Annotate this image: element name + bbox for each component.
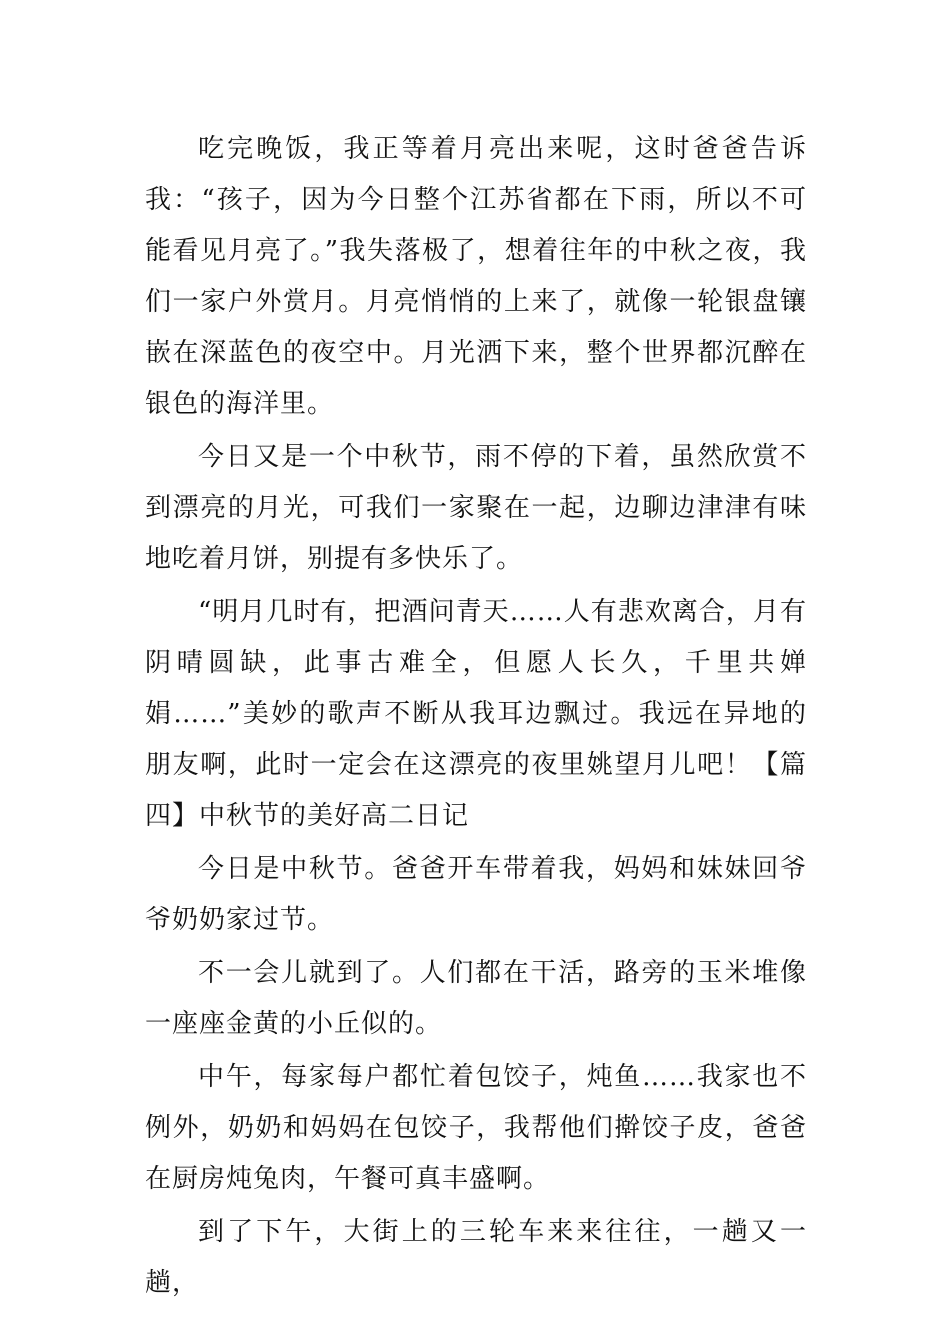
document-body <box>145 124 807 1311</box>
paragraph-7: 到了下午，大街上的三轮车来来往往，一趟又一趟， <box>145 1217 807 1298</box>
paragraph-4: 今日是中秋节。爸爸开车带着我，妈妈和妹妹回爷爷奶奶家过节。 <box>145 854 807 935</box>
paragraph-3: “明月几时有，把酒问青天……人有悲欢离合，月有阴晴圆缺，此事古难全，但愿人长久，千里共婵娟……”美妙的歌声不断从我耳边飘过。我远在异地的朋友啊，此时一定会在这漂亮的夜里姚望月儿吧！【篇四】中秋节的美好高二日记 <box>145 597 807 831</box>
paragraph-2: 今日又是一个中秋节，雨不停的下着，虽然欣赏不到漂亮的月光，可我们一家聚在一起，边聊边津津有味地吃着月饼，别提有多快乐了。 <box>145 442 807 574</box>
paragraph-1: 吃完晚饭，我正等着月亮出来呢，这时爸爸告诉我：“孩子，因为今日整个江苏省都在下雨，所以不可能看见月亮了。”我失落极了，想着往年的中秋之夜，我们一家户外赏月。月亮悄悄的上来了，就像一轮银盘镶嵌在深蓝色的夜空中。月光洒下来，整个世界都沉醉在银色的海洋里。 <box>145 134 807 419</box>
paragraph-5: 不一会儿就到了。人们都在干活，路旁的玉米堆像一座座金黄的小丘似的。 <box>145 958 807 1039</box>
paragraph-6: 中午，每家每户都忙着包饺子，炖鱼……我家也不例外，奶奶和妈妈在包饺子，我帮他们擀饺子皮，爸爸在厨房炖兔肉，午餐可真丰盛啊。 <box>145 1062 807 1194</box>
